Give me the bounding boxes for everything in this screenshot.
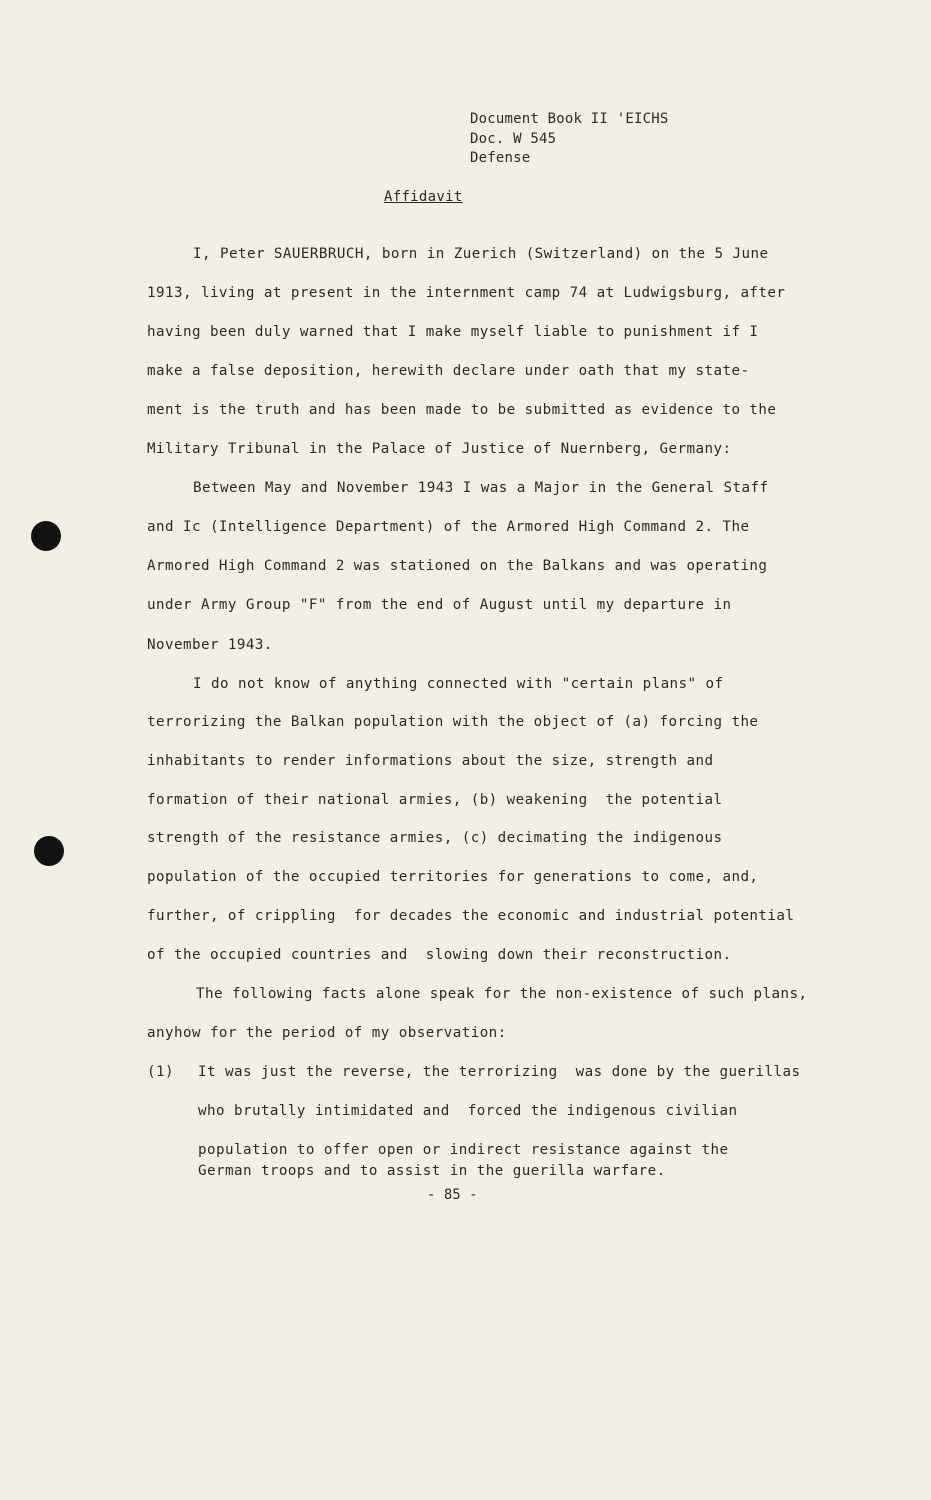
paragraph1-line: 1913, living at present in the internment camp 74 at Ludwigsburg, after — [147, 285, 786, 301]
header-doc-number: Doc. W 545 — [470, 130, 557, 147]
paragraph4-line: The following facts alone speak for the non-existence of such plans, — [196, 986, 808, 1002]
paragraph1-line: Military Tribunal in the Palace of Justice of Nuernberg, Germany: — [147, 441, 732, 457]
item-line: who brutally intimidated and forced the indigenous civilian — [198, 1103, 738, 1119]
item-line: German troops and to assist in the guerilla warfare. — [198, 1163, 666, 1179]
header-document-book: Document Book II 'EICHS — [470, 111, 669, 127]
paragraph2-line: and Ic (Intelligence Department) of the Armored High Command 2. The — [147, 519, 750, 535]
paragraph1-line: ment is the truth and has been made to be submitted as evidence to the — [147, 402, 777, 418]
document-title: Affidavit — [384, 189, 463, 205]
paragraph3-line: of the occupied countries and slowing down their reconstruction. — [147, 947, 732, 963]
paragraph3-line: population of the occupied territories for generations to come, and, — [147, 869, 759, 885]
paragraph3-line: I do not know of anything connected with "certain plans" of — [193, 676, 724, 692]
paragraph3-line: further, of crippling for decades the economic and industrial potential — [147, 908, 795, 924]
header-defense: Defense — [470, 150, 531, 166]
item-line: It was just the reverse, the terrorizing was done by the guerillas — [198, 1064, 801, 1080]
paragraph1-line: I, Peter SAUERBRUCH, born in Zuerich (Switzerland) on the 5 June — [193, 246, 769, 262]
paragraph2-line: Between May and November 1943 I was a Major in the General Staff — [193, 480, 769, 496]
paragraph3-line: formation of their national armies, (b) weakening the potential — [147, 792, 723, 808]
paragraph3-line: inhabitants to render informations about the size, strength and — [147, 753, 714, 769]
paragraph3-line: strength of the resistance armies, (c) decimating the indigenous — [147, 830, 723, 846]
paragraph2-line: under Army Group "F" from the end of August until my departure in — [147, 597, 732, 613]
item-number: (1) — [147, 1064, 174, 1080]
paragraph1-line: make a false deposition, herewith declare under oath that my state- — [147, 363, 750, 379]
page-number: - 85 - — [427, 1187, 478, 1203]
item-line: population to offer open or indirect resistance against the — [198, 1142, 729, 1158]
paragraph1-line: having been duly warned that I make myself liable to punishment if I — [147, 324, 759, 340]
paragraph4-line: anyhow for the period of my observation: — [147, 1025, 507, 1041]
paragraph3-line: terrorizing the Balkan population with the object of (a) forcing the — [147, 714, 759, 730]
punch-hole-icon — [31, 521, 61, 551]
paragraph2-line: November 1943. — [147, 637, 273, 653]
punch-hole-icon — [34, 836, 64, 866]
document-header — [470, 110, 668, 169]
paragraph2-line: Armored High Command 2 was stationed on the Balkans and was operating — [147, 558, 768, 574]
